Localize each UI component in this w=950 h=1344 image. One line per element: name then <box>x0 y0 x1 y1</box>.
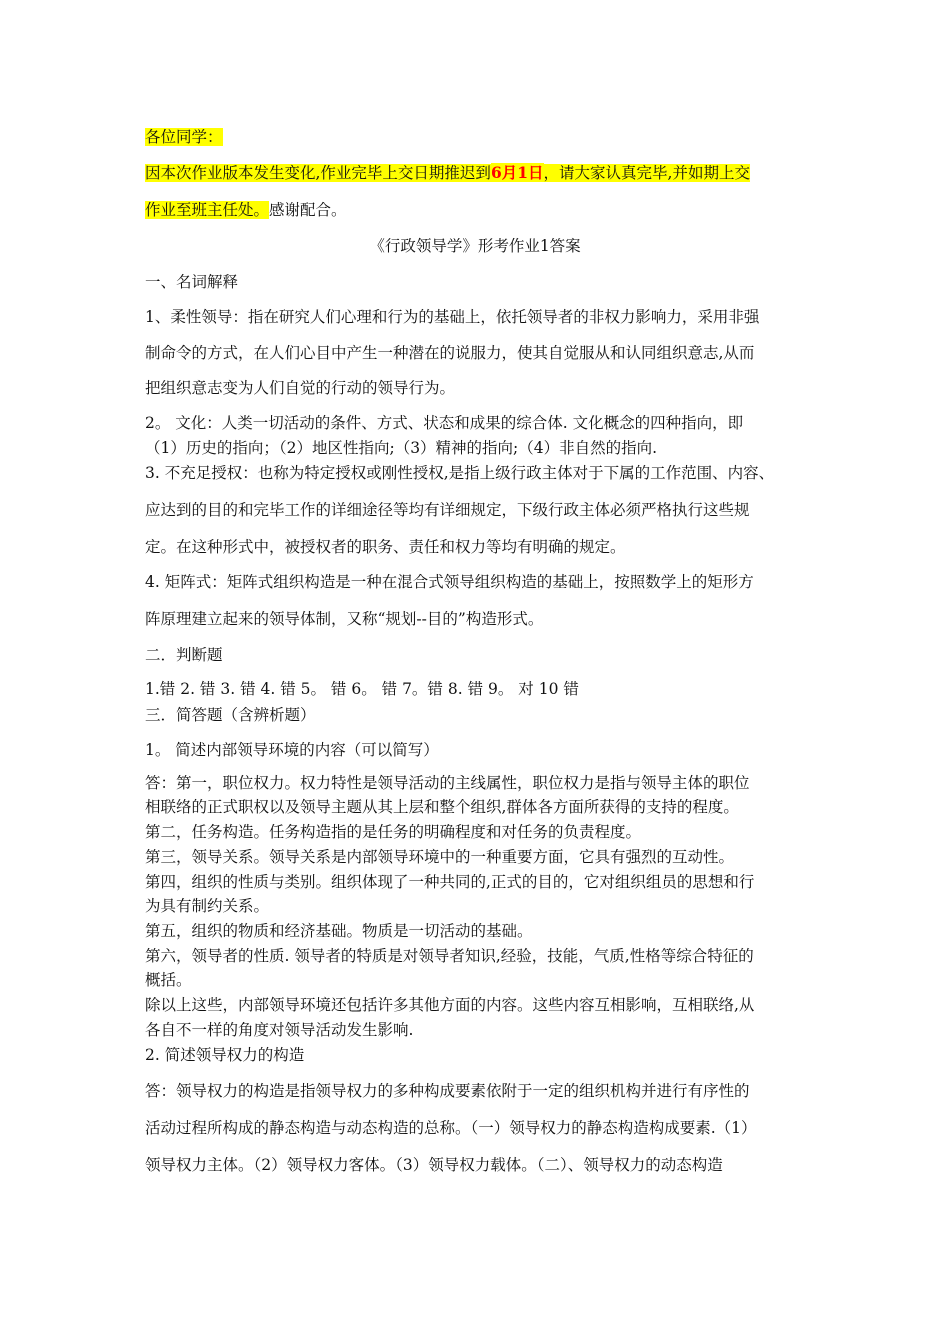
paragraph-line: 定。在这种形式中，被授权者的职务、责任和权力等均有明确的规定。 <box>145 538 626 556</box>
paragraph-line: 除以上这些，内部领导环境还包括许多其他方面的内容。这些内容互相影响，互相联络,从 <box>145 996 755 1014</box>
notice-highlight: 作业至班主任处。 <box>145 201 270 219</box>
paragraph-line: 概括。 <box>145 971 192 989</box>
paragraph-line: 第四，组织的性质与类别。组织体现了一种共同的,正式的目的，它对组织组员的思想和行 <box>145 873 755 891</box>
question-1: 1。 简述内部领导环境的内容（可以简写） <box>145 741 439 759</box>
paragraph-line: 活动过程所构成的静态构造与动态构造的总称。（一）领导权力的静态构造构成要素.（1） <box>145 1119 757 1137</box>
paragraph-line: 3. 不充足授权：也称为特定授权或刚性授权,是指上级行政主体对于下属的工作范围、内容、 <box>145 464 775 482</box>
section-heading-2: 二．判断题 <box>145 646 223 664</box>
paragraph-line: 4. 矩阵式：矩阵式组织构造是一种在混合式领导组织构造的基础上，按照数学上的矩形方 <box>145 573 754 591</box>
paragraph-line: 应达到的目的和完毕工作的详细途径等均有详细规定，下级行政主体必须严格执行这些规 <box>145 501 750 519</box>
paragraph-line: 答：领导权力的构造是指领导权力的多种构成要素依附于一定的组织机构并进行有序性的 <box>145 1082 750 1100</box>
notice-text-b: ，请大家认真完毕,并如期上交 <box>543 164 750 182</box>
notice-line-1 <box>145 163 825 183</box>
paragraph-line: 1、柔性领导：指在研究人们心理和行为的基础上，依托领导者的非权力影响力，采用非强 <box>145 308 760 326</box>
paragraph-line: 第五，组织的物质和经济基础。物质是一切活动的基础。 <box>145 922 533 940</box>
paragraph-line: 制命令的方式，在人们心目中产生一种潜在的说服力，使其自觉服从和认同组织意志,从而 <box>145 344 755 362</box>
question-2: 2. 简述领导权力的构造 <box>145 1046 305 1064</box>
paragraph-line: 阵原理建立起来的领导体制，又称“规划--目的”构造形式。 <box>145 610 544 628</box>
notice-thanks: 感谢配合。 <box>269 201 347 219</box>
paragraph-line: 第二，任务构造。任务构造指的是任务的明确程度和对任务的负责程度。 <box>145 823 642 841</box>
paragraph-line: 相联络的正式职权以及领导主题从其上层和整个组织,群体各方面所获得的支持的程度。 <box>145 798 739 816</box>
paragraph-line: 各自不一样的角度对领导活动发生影响. <box>145 1021 414 1039</box>
paragraph-line: （1）历史的指向；（2）地区性指向;（3）精神的指向;（4）非自然的指向. <box>145 439 658 457</box>
paragraph-line: 第六，领导者的性质. 领导者的特质是对领导者知识,经验，技能，气质,性格等综合特征的 <box>145 947 754 965</box>
notice-date: 6月1日 <box>490 163 544 182</box>
paragraph-line: 领导权力主体。（2）领导权力客体。（3）领导权力载体。（二）、领导权力的动态构造 <box>145 1156 723 1174</box>
paragraph-line: 把组织意志变为人们自觉的行动的领导行为。 <box>145 379 456 397</box>
paragraph-line: 第三，领导关系。领导关系是内部领导环境中的一种重要方面，它具有强烈的互动性。 <box>145 848 735 866</box>
notice-text-a: 因本次作业版本发生变化,作业完毕上交日期推迟到 <box>145 164 491 182</box>
paragraph-line: 2。 文化：人类一切活动的条件、方式、状态和成果的综合体. 文化概念的四种指向，即 <box>145 414 744 432</box>
paragraph-line: 为具有制约关系。 <box>145 897 270 915</box>
section-heading-1: 一、名词解释 <box>145 273 239 291</box>
section-heading-3: 三．简答题（含辨析题） <box>145 706 316 724</box>
judgement-answers: 1.错 2. 错 3. 错 4. 错 5。 错 6。 错 7。错 8. 错 9。 对 10 错 <box>145 680 579 698</box>
paragraph-line: 答：第一，职位权力。权力特性是领导活动的主线属性，职位权力是指与领导主体的职位 <box>145 774 750 792</box>
document-title: 《行政领导学》形考作业1答案 <box>369 237 581 255</box>
greeting-text: 各位同学： <box>145 128 223 146</box>
notice-line-2 <box>145 200 825 220</box>
notice-greeting <box>145 127 825 147</box>
